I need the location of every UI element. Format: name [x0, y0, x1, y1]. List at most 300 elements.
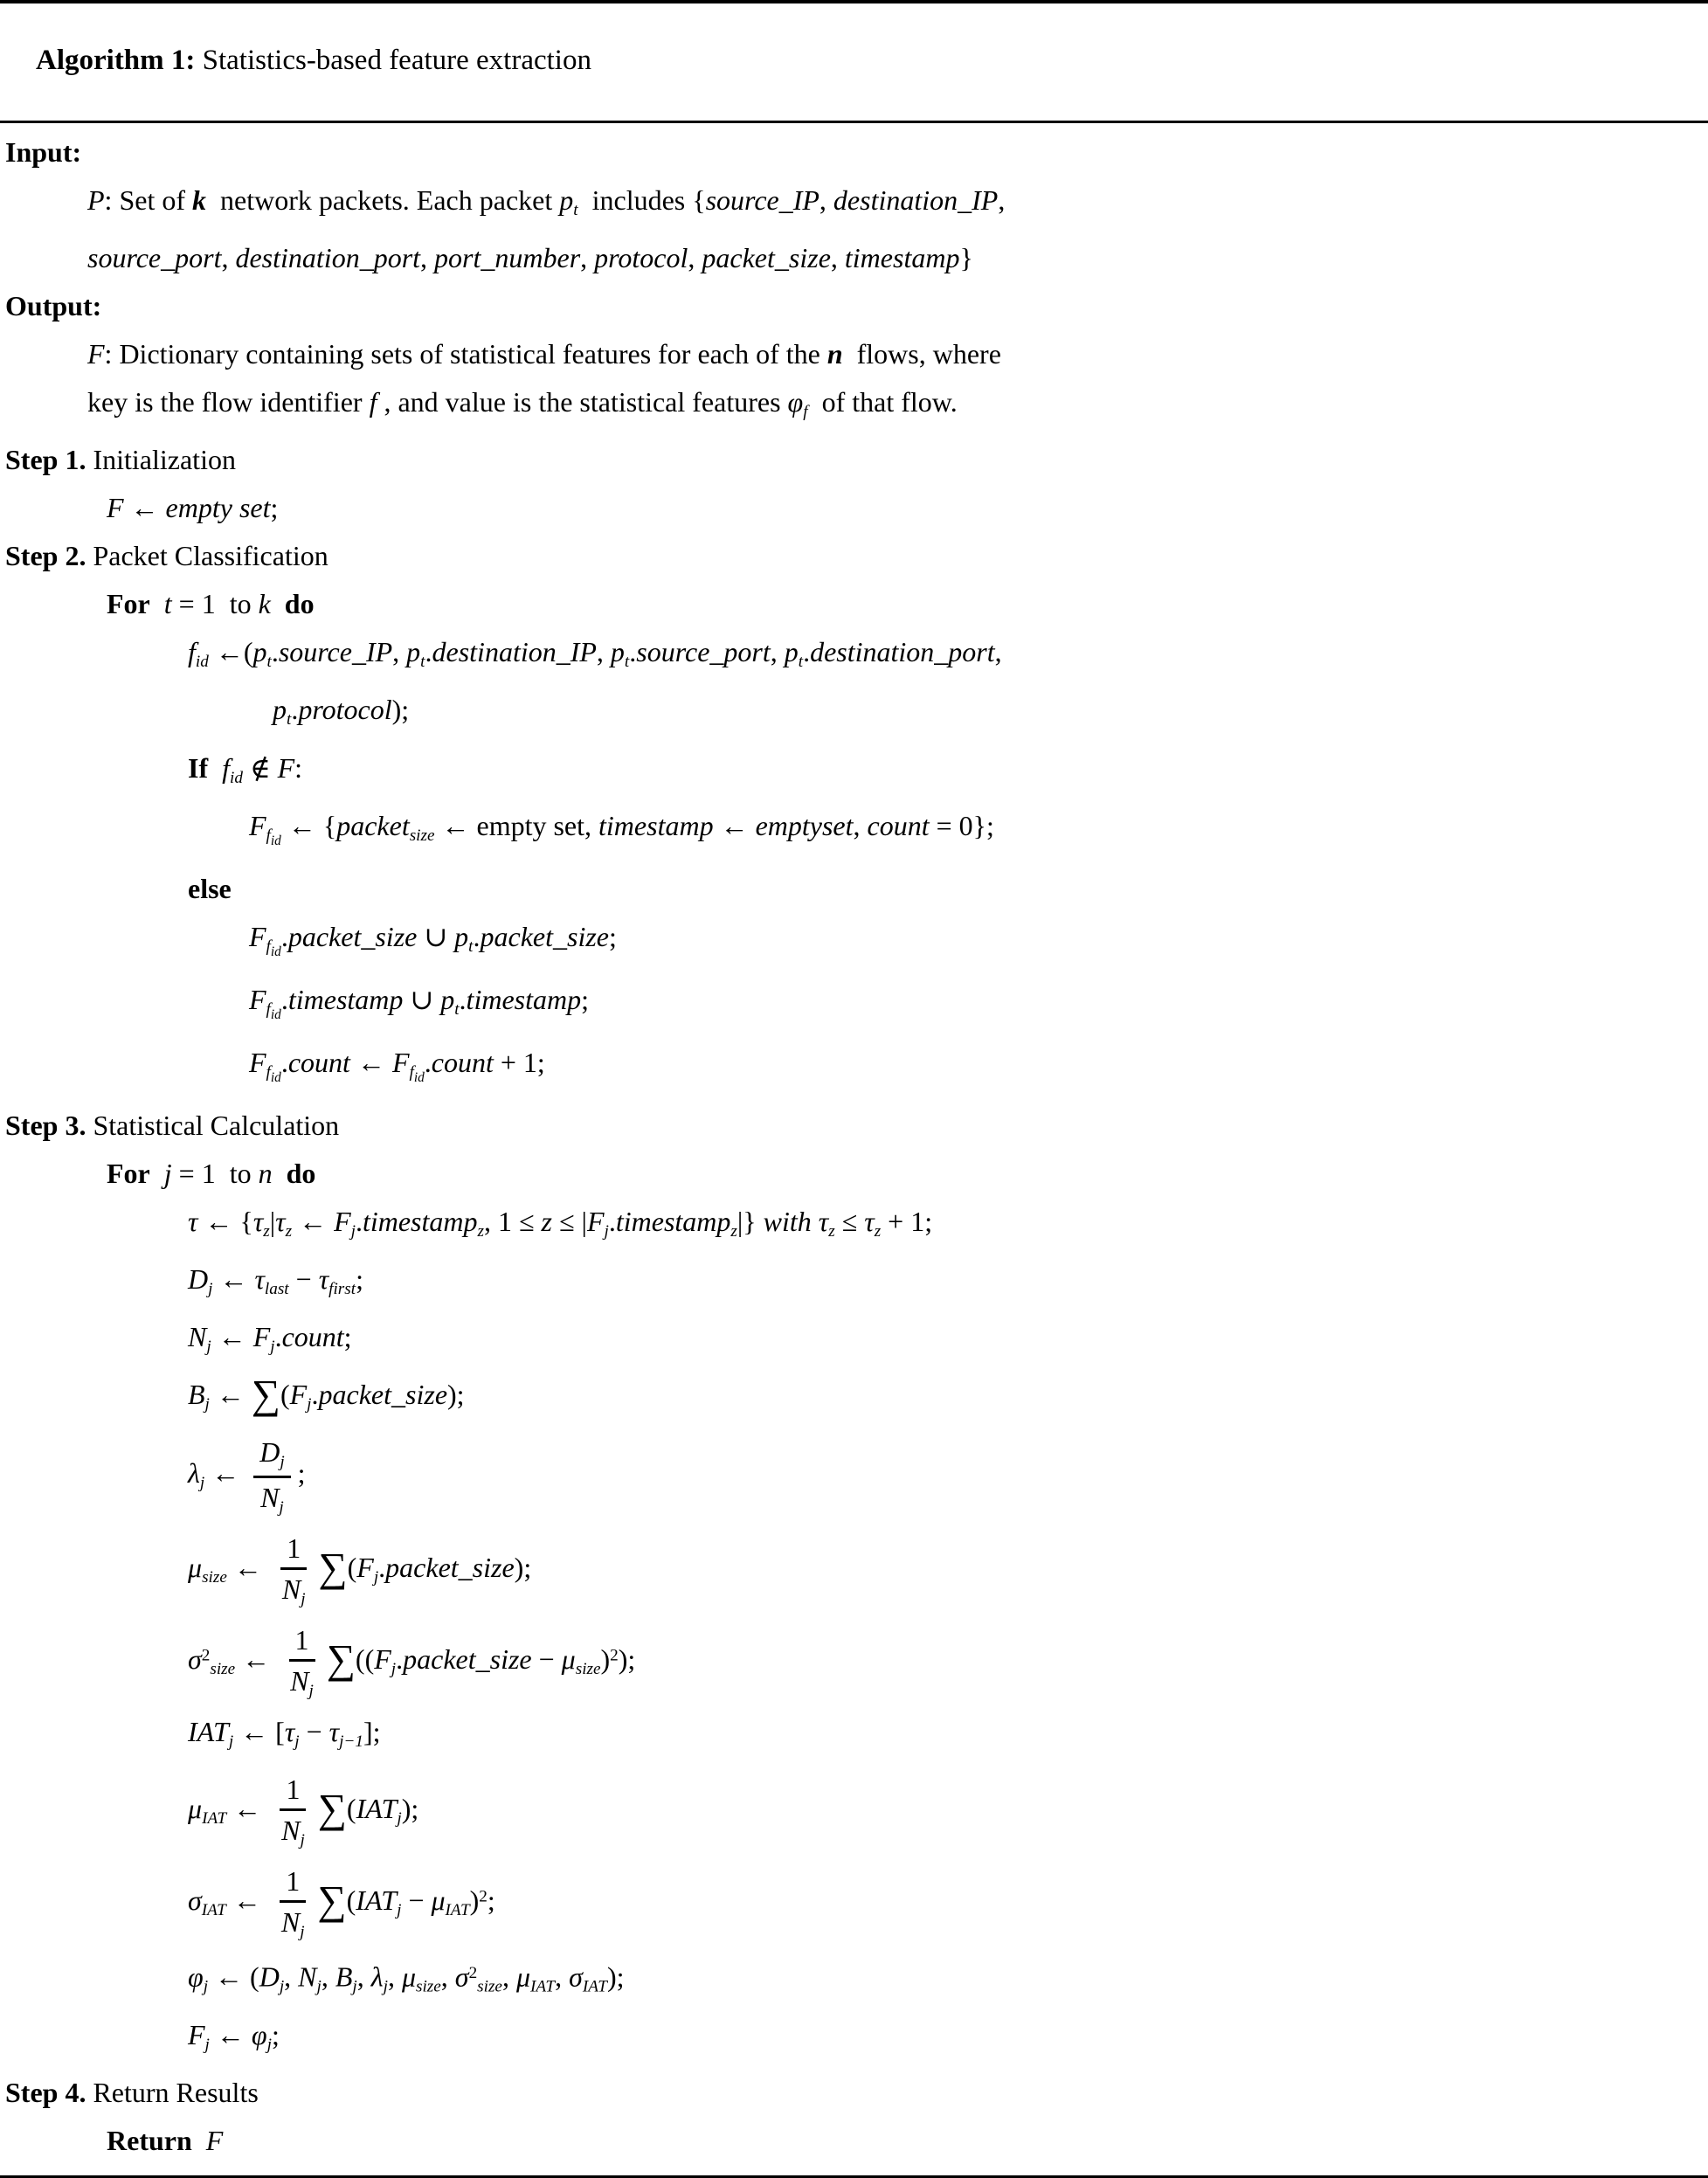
token: Statistical Calculation: [86, 1109, 340, 1141]
algo-line: [0, 802, 1708, 865]
token: ←: [292, 1205, 335, 1237]
token: p: [406, 636, 421, 668]
token: D: [259, 1961, 280, 1994]
token: j: [316, 1978, 322, 1997]
token: j: [397, 1901, 402, 1920]
algo-line: [0, 128, 1708, 176]
token: = 1 to: [171, 588, 259, 620]
token: p: [559, 184, 574, 216]
token: ;: [487, 1884, 495, 1917]
token: ∉: [242, 751, 278, 784]
algo-line: [0, 1708, 1708, 1766]
token: timestamp: [844, 242, 960, 274]
token: f: [266, 826, 271, 845]
token: 2: [610, 1646, 619, 1665]
token: emptyset: [755, 809, 854, 841]
token: packet_size: [318, 1379, 448, 1411]
token: Output:: [5, 290, 102, 322]
token: id: [195, 653, 209, 672]
token: : Set of: [104, 184, 192, 216]
algo-line: [0, 1150, 1708, 1198]
token: j−1: [339, 1732, 363, 1752]
token: j: [294, 1732, 300, 1752]
token: D: [188, 1263, 209, 1296]
token: destination_IP: [833, 184, 999, 216]
token: σ: [188, 1642, 202, 1675]
token: .: [291, 694, 299, 726]
token: j: [208, 1280, 213, 1299]
token: timestamp: [362, 1205, 478, 1237]
token: .: [311, 1379, 319, 1411]
token: ,: [555, 1961, 570, 1994]
token: ←: [209, 2019, 252, 2051]
token: , and value is the statistical features: [377, 386, 788, 418]
token: φ: [787, 386, 804, 418]
token: z: [477, 1222, 484, 1241]
token: packet_size: [403, 1642, 532, 1675]
token: first: [328, 1280, 356, 1299]
token: |: [269, 1205, 276, 1237]
token: of that flow.: [807, 386, 958, 418]
token: τ: [284, 1716, 295, 1748]
token: do: [284, 588, 315, 620]
token: with: [763, 1205, 812, 1237]
fraction-denominator: [275, 1811, 311, 1851]
token: Step 3.: [5, 1109, 86, 1141]
token: flows, where: [842, 338, 1001, 370]
token: ,: [770, 636, 785, 668]
algo-line: [0, 282, 1708, 330]
token: [150, 588, 164, 619]
token: 1: [294, 1623, 309, 1656]
token: .: [280, 983, 288, 1015]
token: destination_port: [810, 636, 995, 668]
token: id: [270, 1069, 281, 1085]
algo-line: [0, 234, 1708, 282]
fraction-denominator: [276, 1570, 312, 1610]
fraction-numerator: [289, 1622, 315, 1662]
token: = 1 to: [171, 1157, 259, 1189]
token: ←: [226, 1793, 269, 1825]
token: k: [191, 184, 206, 216]
token: .: [424, 1046, 432, 1078]
algo-line: [0, 1766, 1708, 1857]
token: ∪: [417, 920, 455, 952]
token: τ: [328, 1716, 340, 1748]
token: );: [606, 1961, 625, 1994]
algo-line: [0, 2117, 1708, 2165]
token: z: [541, 1205, 552, 1237]
token: );: [401, 1793, 419, 1825]
algo-line: [0, 1198, 1708, 1255]
algo-line: [0, 628, 1708, 686]
token: ,: [284, 1961, 299, 1994]
token: id: [270, 833, 281, 848]
algo-line: [0, 976, 1708, 1039]
token: j: [308, 1682, 314, 1701]
token: ;: [271, 2019, 280, 2051]
token: [208, 752, 222, 784]
token: N: [280, 1906, 301, 1939]
algo-line: [0, 744, 1708, 802]
token: If: [188, 751, 209, 784]
token: ;: [609, 920, 617, 952]
token: t: [266, 653, 272, 672]
token: t: [798, 653, 804, 672]
algo-line: [0, 1949, 1708, 2011]
token: μ: [188, 1793, 203, 1825]
token: timestamp: [287, 983, 404, 1015]
token: ∑: [326, 1637, 356, 1683]
algo-line: [0, 532, 1708, 580]
token: :: [294, 751, 303, 784]
token: packet_size: [287, 920, 418, 952]
token: Return Results: [86, 2077, 259, 2109]
token: t: [163, 588, 172, 620]
token: do: [286, 1157, 316, 1189]
token: t: [624, 653, 630, 672]
token: [192, 2125, 206, 2156]
token: Step 4.: [5, 2077, 86, 2109]
token: j: [228, 1732, 234, 1752]
fraction: [276, 1531, 312, 1610]
token: ← (: [208, 1961, 259, 1994]
algo-line: [0, 686, 1708, 743]
token: (: [346, 1793, 356, 1825]
token: destination_port: [235, 242, 421, 274]
algo-line: [0, 378, 1708, 436]
token: protocol: [298, 694, 392, 726]
token: j: [604, 1222, 609, 1241]
token: Return: [107, 2125, 192, 2157]
token: size: [409, 826, 435, 845]
token: N: [298, 1961, 317, 1994]
token: ,: [853, 809, 868, 841]
token: ): [469, 1884, 480, 1917]
token: j: [300, 1831, 305, 1850]
token: |}: [736, 1205, 764, 1237]
token: ;: [343, 1321, 352, 1353]
token: f: [266, 1062, 271, 1082]
token: F: [252, 1321, 271, 1353]
token: j: [397, 1809, 402, 1829]
token: ∑: [317, 1787, 347, 1832]
token: size: [210, 1659, 236, 1678]
token: .: [459, 983, 467, 1015]
token: ∑: [317, 1878, 347, 1924]
token: μ: [431, 1884, 446, 1917]
fraction-denominator: [275, 1903, 311, 1943]
algo-line: [0, 1428, 1708, 1524]
token: 1: [286, 1774, 301, 1806]
token: ←: [204, 1457, 247, 1490]
fraction: [275, 1863, 311, 1943]
token: τ: [864, 1205, 875, 1237]
token: port_number: [434, 242, 581, 274]
token: ←: [349, 1046, 392, 1078]
token: F: [249, 983, 266, 1015]
token: size: [416, 1978, 441, 1997]
token: ←: [209, 1379, 252, 1411]
algo-line: [0, 1857, 1708, 1949]
token: packet: [336, 809, 410, 841]
token: N: [281, 1573, 301, 1605]
token: j: [350, 1222, 356, 1241]
token: .: [280, 1046, 288, 1078]
token: else: [188, 872, 232, 904]
token: IAT: [530, 1978, 556, 1997]
token: ,: [321, 1961, 335, 1994]
token: For: [107, 1157, 150, 1189]
fraction-numerator: [280, 1531, 307, 1570]
token: timestamp: [598, 809, 714, 841]
token: ←: [123, 492, 166, 524]
token: f: [369, 386, 377, 418]
token: .: [378, 1551, 386, 1583]
token: D: [259, 1436, 280, 1469]
token: j: [307, 1395, 312, 1414]
token: ,: [819, 184, 833, 216]
token: ;: [297, 1457, 306, 1490]
token: 1: [286, 1865, 301, 1898]
algo-line: [0, 1039, 1708, 1102]
token: j: [391, 1659, 397, 1678]
token: n: [826, 338, 843, 370]
token: j: [279, 1978, 285, 1997]
token: source_port: [636, 636, 771, 668]
token: ,: [688, 242, 702, 274]
token: μ: [561, 1642, 576, 1675]
token: ← {: [280, 809, 337, 841]
token: z: [263, 1222, 270, 1241]
token: F: [277, 751, 295, 784]
token: p: [273, 694, 287, 726]
token: f: [803, 403, 808, 422]
token: packet_size: [480, 920, 609, 952]
token: count: [281, 1321, 344, 1353]
token: p: [784, 636, 799, 668]
token: ←: [211, 1321, 253, 1353]
token: = 0};: [929, 809, 994, 841]
fraction-numerator: [280, 1863, 306, 1903]
token: f: [188, 636, 196, 668]
token: IAT: [582, 1978, 607, 1997]
token: z: [285, 1222, 293, 1241]
token: j: [383, 1978, 388, 1997]
token: τ: [318, 1263, 329, 1296]
token: Step 2.: [5, 540, 86, 572]
algo-line: [0, 580, 1708, 628]
token: source_IP: [278, 636, 393, 668]
token: ,: [387, 1961, 402, 1994]
token: .: [608, 1205, 616, 1237]
token: −: [288, 1263, 319, 1296]
algo-line: [0, 1313, 1708, 1371]
algorithm-body: [0, 123, 1708, 2175]
token: ;: [356, 1263, 363, 1296]
token: Initialization: [86, 444, 236, 476]
token: z: [874, 1222, 882, 1241]
token: t: [454, 999, 460, 1019]
token: source_port: [87, 242, 222, 274]
token: j: [199, 1474, 205, 1493]
token: count: [287, 1046, 350, 1078]
token: ← empty set,: [434, 809, 599, 841]
token: F: [374, 1642, 391, 1675]
token: f: [222, 751, 230, 784]
token: ←: [225, 1884, 268, 1917]
token: σ: [188, 1884, 202, 1917]
token: includes {: [577, 184, 706, 216]
token: ,: [596, 636, 611, 668]
token: Packet Classification: [86, 540, 328, 572]
token: ← {: [197, 1205, 253, 1237]
token: j: [300, 1923, 305, 1942]
token: λ: [370, 1961, 384, 1994]
token: j: [204, 2036, 210, 2055]
token: F: [188, 2019, 205, 2051]
token: λ: [188, 1457, 200, 1490]
token: j: [301, 1589, 306, 1608]
token: j: [352, 1978, 357, 1997]
token: ,: [998, 184, 1006, 216]
token: last: [264, 1280, 289, 1299]
token: j: [206, 1338, 211, 1357]
token: packet_size: [385, 1551, 515, 1583]
token: σ: [569, 1961, 583, 1994]
token: .: [473, 920, 481, 952]
token: IAT: [202, 1809, 227, 1829]
token: .: [396, 1642, 404, 1675]
token: , 1 ≤: [483, 1205, 542, 1237]
token: destination_IP: [432, 636, 597, 668]
token: τ: [254, 1263, 265, 1296]
token: f: [409, 1062, 414, 1082]
token: .: [271, 636, 279, 668]
token: ,: [501, 1961, 516, 1994]
token: τ: [818, 1205, 829, 1237]
token: ←: [212, 1263, 255, 1296]
token: f: [266, 937, 271, 956]
token: size: [575, 1659, 601, 1678]
token: ,: [420, 242, 435, 274]
token: B: [188, 1379, 205, 1411]
token: −: [299, 1716, 329, 1748]
token: ←: [226, 1551, 269, 1583]
token: P: [87, 184, 105, 216]
token: p: [440, 983, 455, 1015]
fraction-denominator: [254, 1478, 290, 1518]
token: φ: [251, 2019, 267, 2051]
token: 1: [287, 1532, 301, 1564]
token: 2: [479, 1887, 488, 1906]
token: size: [202, 1567, 227, 1587]
token: F: [249, 1046, 266, 1078]
token: F: [289, 1379, 308, 1411]
algorithm-title: [0, 3, 1708, 121]
token: (: [347, 1551, 357, 1583]
token: τ: [275, 1205, 286, 1237]
token: Input:: [5, 136, 82, 168]
token: ,: [392, 636, 407, 668]
token: .: [803, 636, 811, 668]
token: ;: [270, 492, 279, 524]
token: IAT: [201, 1901, 226, 1920]
algo-line: [0, 1102, 1708, 1150]
token: .: [274, 1321, 282, 1353]
token: F: [205, 2125, 224, 2157]
token: + 1;: [493, 1046, 545, 1078]
token: size: [477, 1978, 502, 1997]
token: F: [334, 1205, 351, 1237]
fraction-denominator: [284, 1662, 320, 1702]
token: μ: [401, 1961, 416, 1994]
token: ): [600, 1642, 611, 1675]
token: .: [280, 920, 288, 952]
token: ∑: [251, 1372, 280, 1418]
token: [273, 1158, 287, 1189]
algorithm-title-label: Algorithm 1:: [36, 45, 196, 76]
token: [812, 1206, 819, 1237]
token: ,: [440, 1961, 455, 1994]
token: For: [107, 588, 150, 620]
token: t: [468, 937, 474, 956]
token: z: [828, 1222, 835, 1241]
token: F: [586, 1205, 605, 1237]
token: N: [260, 1481, 280, 1513]
token: B: [335, 1961, 353, 1994]
token: ←: [713, 809, 756, 841]
token: μ: [515, 1961, 530, 1994]
fraction: [253, 1435, 290, 1518]
token: ;: [581, 983, 589, 1015]
token: j: [270, 1338, 275, 1357]
token: ];: [363, 1716, 381, 1748]
token: timestamp: [615, 1205, 731, 1237]
algorithm-title-text: Statistics-based feature extraction: [195, 45, 591, 76]
token: F: [249, 920, 266, 952]
algo-line: [0, 865, 1708, 913]
token: ←(: [208, 636, 253, 668]
token: σ: [454, 1961, 469, 1994]
token: key is the flow identifier: [87, 386, 370, 418]
token: F: [391, 1046, 410, 1078]
algo-line: [0, 176, 1708, 234]
token: F: [249, 809, 266, 841]
token: ,: [830, 242, 845, 274]
algo-line: [0, 484, 1708, 532]
token: ∪: [403, 983, 441, 1015]
token: id: [413, 1069, 425, 1085]
token: N: [281, 1815, 301, 1847]
token: );: [447, 1379, 465, 1411]
token: id: [270, 1006, 281, 1022]
algo-line: [0, 2011, 1708, 2069]
token: [271, 588, 285, 619]
token: t: [573, 201, 578, 220]
token: id: [270, 944, 281, 959]
token: −: [401, 1884, 432, 1917]
token: f: [266, 999, 271, 1019]
token: t: [287, 710, 292, 729]
token: j: [203, 1978, 209, 1997]
token: 2: [201, 1646, 211, 1665]
token: p: [252, 636, 267, 668]
token: φ: [188, 1961, 204, 1994]
token: timestamp: [466, 983, 582, 1015]
token: }: [959, 242, 973, 274]
token: ,: [994, 636, 1002, 668]
